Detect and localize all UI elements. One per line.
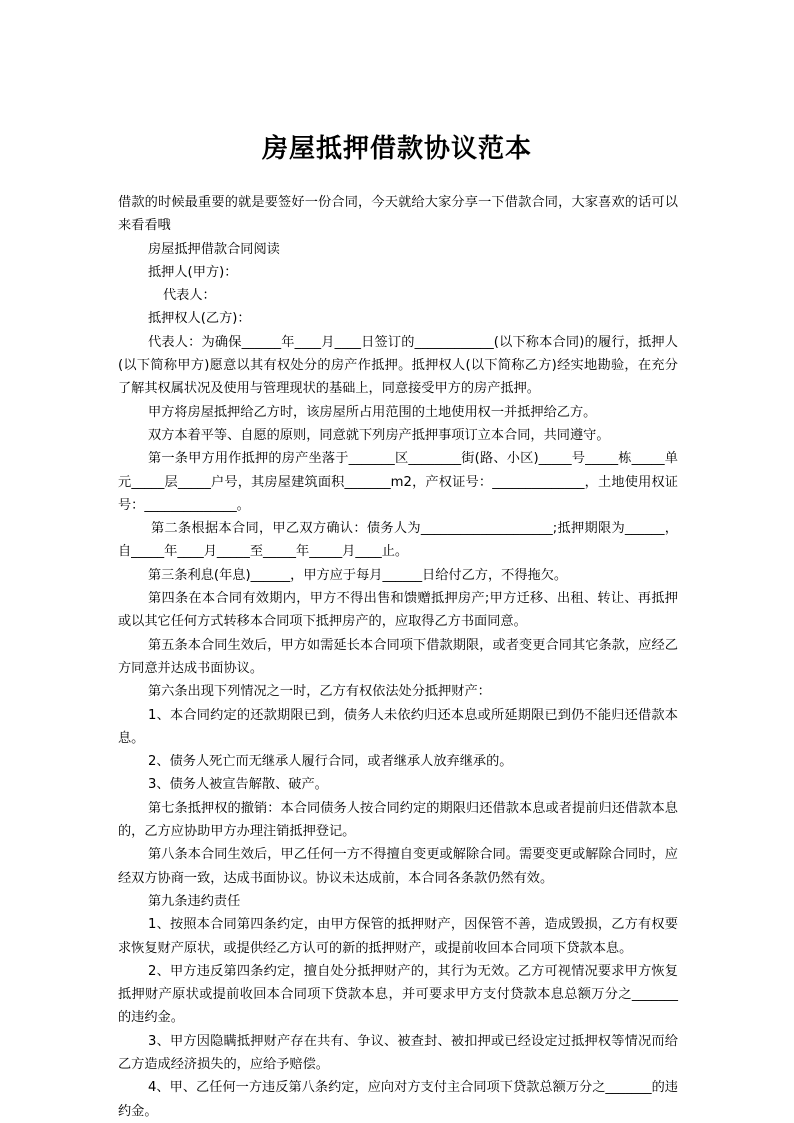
document-body: [118, 191, 678, 1123]
paragraph: 第四条在本合同有效期内，甲方不得出售和馈赠抵押房产;甲方迁移、出租、转让、再抵押或以其它任何方式转移本合同项下抵押房产的，应取得乙方书面同意。: [118, 591, 678, 630]
paragraph: 借款的时候最重要的就是要签好一份合同，今天就给大家分享一下借款合同，大家喜欢的话可以来看看哦: [118, 195, 678, 234]
paragraph: 1、本合同约定的还款期限已到，债务人未依约归还本息或所延期限已到仍不能归还借款本息。: [118, 707, 678, 746]
paragraph: 第五条本合同生效后，甲方如需延长本合同项下借款期限，或者变更合同其它条款，应经乙方同意并达成书面协议。: [118, 637, 678, 676]
paragraph: 第三条利息(年息)______，甲方应于每月______日给付乙方，不得拖欠。: [148, 567, 568, 583]
paragraph: 抵押权人(乙方)：: [148, 311, 251, 327]
paragraph: 第九条违约责任: [148, 893, 241, 909]
paragraph: 双方本着平等、自愿的原则，同意就下列房产抵押事项订立本合同，共同遵守。: [148, 427, 610, 443]
document-title: 房屋抵押借款协议范本: [261, 134, 532, 164]
paragraph: 第六条出现下列情况之一时，乙方有权依法处分抵押财产：: [148, 684, 491, 700]
paragraph: 代表人：为确保______年____月____日签订的____________(以下称本合同)的履行，抵押人(以下简称甲方)愿意以其有权处分的房产作抵押。抵押权人(以下简称乙方)经实地勘验，在充分了解其权属状况及使用与管理现状的基础上，同意接受甲方的房产抵押。: [118, 334, 678, 397]
paragraph: 4、甲、乙任何一方违反第八条约定，应向对方支付主合同项下贷款总额万分之_______的违约金。: [118, 1080, 678, 1119]
paragraph: 1、按照本合同第四条约定，由甲方保管的抵押财产，因保管不善，造成毁损，乙方有权要求恢复财产原状，或提供经乙方认可的新的抵押财产，或提前收回本合同项下贷款本息。: [118, 917, 678, 956]
paragraph: 代表人：: [163, 288, 216, 304]
paragraph: 甲方将房屋抵押给乙方时，该房屋所占用范围的土地使用权一并抵押给乙方。: [148, 404, 597, 420]
paragraph: 3、债务人被宣告解散、破产。: [148, 777, 328, 793]
paragraph: 2、甲方违反第四条约定，擅自处分抵押财产的，其行为无效。乙方可视情况要求甲方恢复抵押财产原状或提前收回本合同项下贷款本息，并可要求甲方支付贷款本息总额万分之_______的违约金。: [118, 963, 678, 1026]
paragraph: 2、债务人死亡而无继承人履行合同，或者继承人放弃继承的。: [148, 754, 513, 770]
paragraph: 第七条抵押权的撤销：本合同债务人按合同约定的期限归还借款本息或者提前归还借款本息的，乙方应协助甲方办理注销抵押登记。: [118, 800, 678, 840]
paragraph: 抵押人(甲方)：: [148, 264, 238, 280]
paragraph: 第一条甲方用作抵押的房产坐落于_______区________街(路、小区)_____号_____栋_____单元_____层_____户号，其房屋建筑面积_______m2，产权证号：______________，土地使用权证号：______________。: [118, 451, 678, 513]
paragraph: 房屋抵押借款合同阅读: [148, 241, 280, 257]
paragraph: 3、甲方因隐瞒抵押财产存在共有、争议、被查封、被扣押或已经设定过抵押权等情况而给乙方造成经济损失的，应给予赔偿。: [118, 1033, 678, 1072]
paragraph: 第八条本合同生效后，甲乙任何一方不得擅自变更或解除合同。需要变更或解除合同时，应经双方协商一致，达成书面协议。协议未达成前，本合同各条款仍然有效。: [118, 847, 678, 886]
paragraph: 第二条根据本合同，甲乙双方确认：债务人为____________________;抵押期限为______，自_____年____月_____至_____年_____月____止。: [118, 521, 678, 560]
